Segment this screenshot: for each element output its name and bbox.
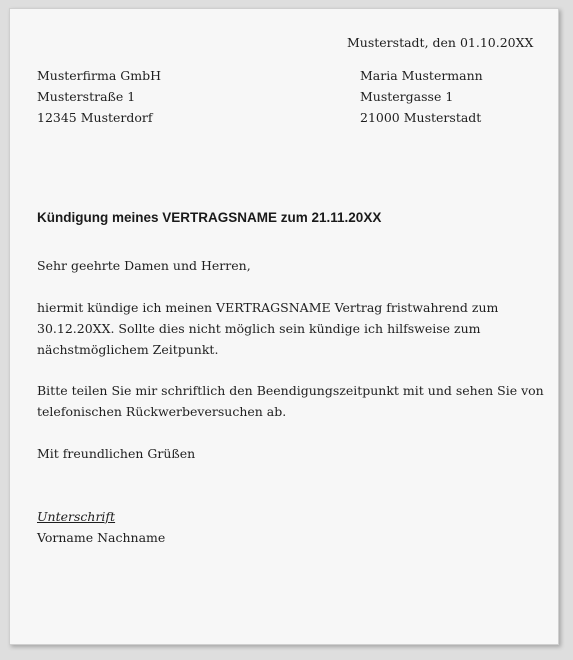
letter-paper <box>9 8 559 645</box>
paragraph-line: 30.12.20XX. Sollte dies nicht möglich sein kündige ich hilfsweise zum <box>37 321 481 336</box>
paragraph-line: Bitte teilen Sie mir schriftlich den Beendigungszeitpunkt mit und sehen Sie von <box>37 383 544 398</box>
recipient-company: Musterfirma GmbH <box>37 68 161 83</box>
salutation: Sehr geehrte Damen und Herren, <box>37 258 251 273</box>
sender-address <box>360 65 483 128</box>
sender-city: 21000 Musterstadt <box>360 110 482 125</box>
paragraph-request <box>37 380 544 422</box>
closing: Mit freundlichen Grüßen <box>37 446 196 461</box>
recipient-street: Musterstraße 1 <box>37 89 136 104</box>
recipient-address <box>37 65 161 128</box>
place-date: Musterstadt, den 01.10.20XX <box>347 35 534 50</box>
sender-street: Mustergasse 1 <box>360 89 454 104</box>
paragraph-line: hiermit kündige ich meinen VERTRAGSNAME Vertrag fristwahrend zum <box>37 300 499 315</box>
paragraph-termination <box>37 297 498 360</box>
letter-subject: Kündigung meines VERTRAGSNAME zum 21.11.20XX <box>37 210 382 225</box>
recipient-city: 12345 Musterdorf <box>37 110 153 125</box>
signature-block <box>37 506 165 548</box>
sender-name: Maria Mustermann <box>360 68 483 83</box>
signer-name: Vorname Nachname <box>37 530 166 545</box>
signature-label: Unterschrift <box>37 509 116 524</box>
paragraph-line: telefonischen Rückwerbeversuchen ab. <box>37 404 287 419</box>
paragraph-line: nächstmöglichem Zeitpunkt. <box>37 342 219 357</box>
